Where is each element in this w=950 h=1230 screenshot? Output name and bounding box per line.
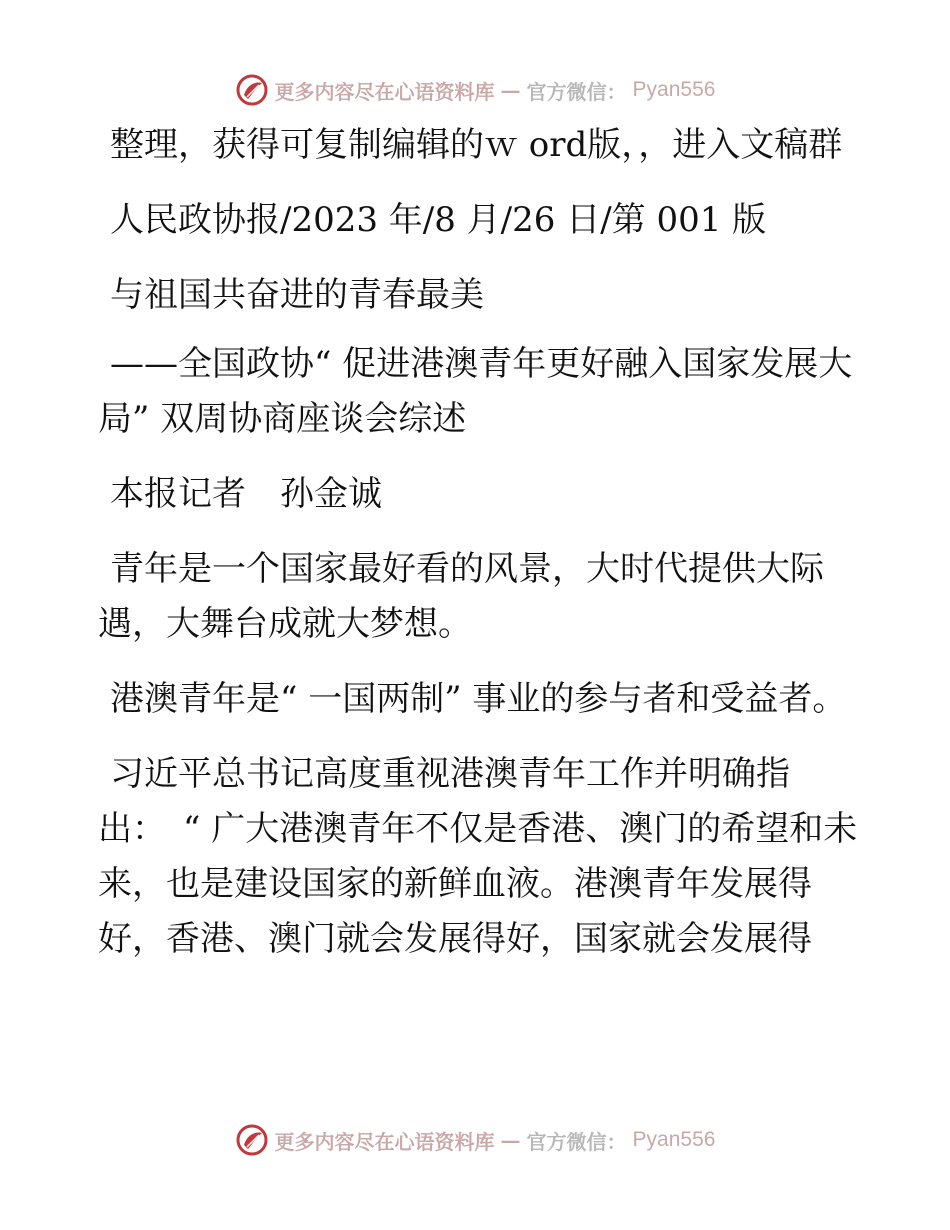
watermark-dash: — [500, 1128, 521, 1152]
watermark-official-label: 官方微信： [526, 1129, 627, 1154]
article-title: 与祖国共奋进的青春最美 [110, 275, 484, 315]
intro-paragraph: 整理，获得可复制编辑的ｗ ord版，，进入文稿群 [110, 125, 843, 165]
watermark-wechat-id: Pyan556 [632, 78, 716, 101]
brand-logo-icon [235, 1123, 269, 1157]
body-paragraph-1: 青年是一个国家最好看的风景，大时代提供大际遇，大舞台成就大梦想。 [98, 549, 824, 644]
watermark-main-text: 更多内容尽在心语资料库 [274, 79, 495, 104]
source-line: 人民政协报/2023 年/8 月/26 日/第 001 版 [110, 200, 767, 240]
body-paragraph-2: 港澳青年是“ 一国两制” 事业的参与者和受益者。 [110, 679, 847, 719]
watermark-official-label: 官方微信： [526, 79, 627, 104]
document-body [98, 118, 858, 987]
watermark-dash: — [500, 78, 521, 102]
watermark-wechat-id: Pyan556 [632, 1128, 716, 1151]
byline: 本报记者 孙金诚 [110, 474, 382, 514]
brand-logo-icon [235, 73, 269, 107]
watermark-footer [0, 1120, 950, 1160]
watermark-header [0, 70, 950, 110]
body-paragraph-3: 习近平总书记高度重视港澳青年工作并明确指出： “ 广大港澳青年不仅是香港、澳门的希望和未来，也是建设国家的新鲜血液。港澳青年发展得好，香港、澳门就会发展得好，国家就会发展得 [98, 754, 858, 959]
article-subtitle: ——全国政协“ 促进港澳青年更好融入国家发展大局” 双周协商座谈会综述 [98, 344, 853, 439]
watermark-main-text: 更多内容尽在心语资料库 [274, 1129, 495, 1154]
